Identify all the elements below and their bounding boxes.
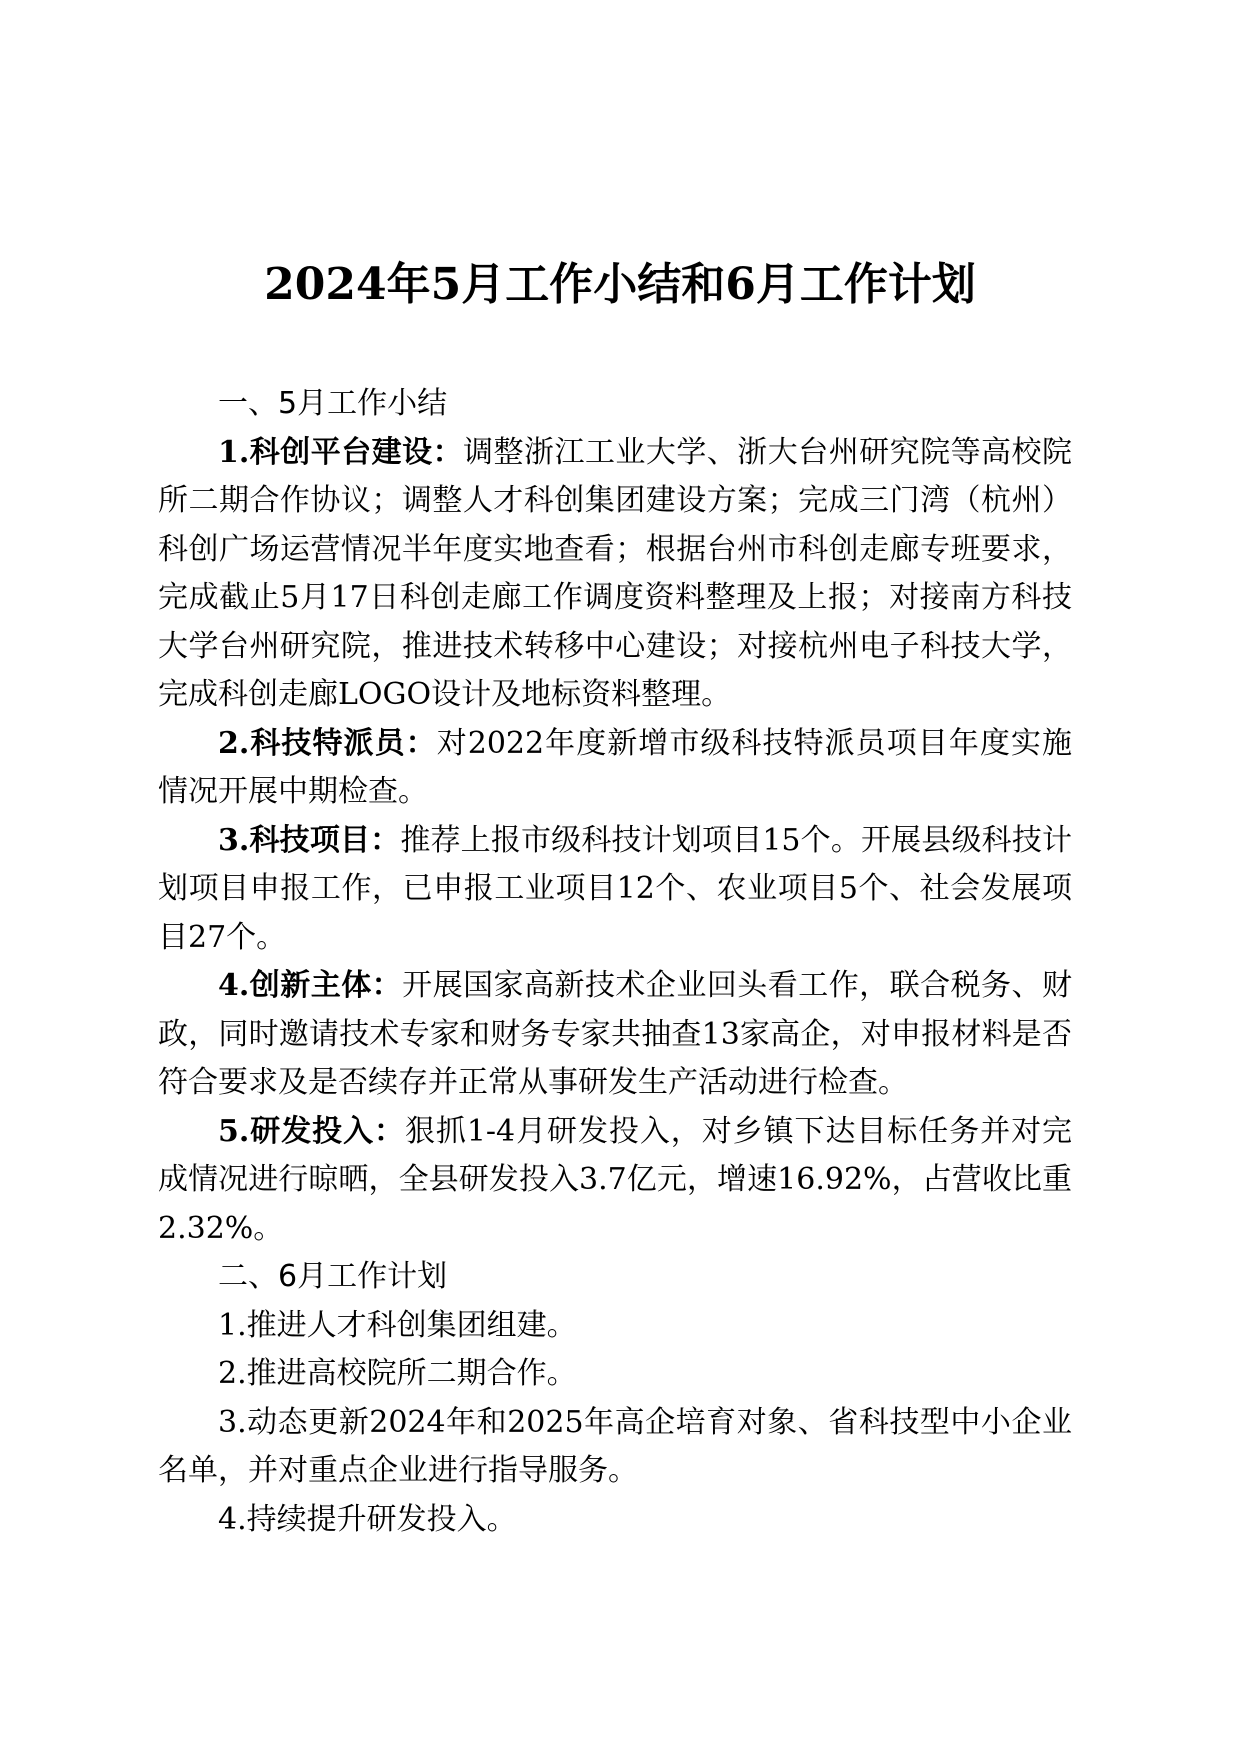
summary-item-4-text: 开展国家高新技术企业回头看工作，联合税务、财政，同时邀请技术专家和财务专家共抽查13家高企，对申报材料是否符合要求及是否续存并正常从事研发生产活动进行检查。 [158, 968, 1072, 1100]
summary-item-2-label: 2.科技特派员： [218, 725, 437, 761]
plan-item-1: 1.推进人才科创集团组建。 [218, 1307, 577, 1343]
plan-item-2: 2.推进高校院所二期合作。 [218, 1356, 577, 1391]
document-title: 2024年5月工作小结和6月工作计划 [264, 259, 976, 310]
summary-item-1 [158, 429, 1072, 720]
section-2-heading: 二、6月工作计划 [218, 1259, 448, 1294]
summary-item-3-text: 推荐上报市级科技计划项目15个。开展县级科技计划项目申报工作，已申报工业项目12个、农业项目5个、社会发展项目27个。 [158, 822, 1072, 955]
summary-item-2 [158, 720, 1072, 817]
section-1-heading: 一、5月工作小结 [218, 386, 448, 421]
summary-item-5-label: 5.研发投入： [218, 1113, 405, 1149]
summary-item-5-text: 狠抓1-4月研发投入，对乡镇下达目标任务并对完成情况进行晾晒，全县研发投入3.7亿元，增速16.92%，占营收比重2.32%。 [158, 1113, 1073, 1246]
summary-item-3 [158, 817, 1072, 963]
summary-item-3-label: 3.科技项目： [218, 822, 401, 858]
summary-item-2-text: 对2022年度新增市级科技特派员项目年度实施情况开展中期检查。 [158, 725, 1072, 809]
summary-item-1-text: 调整浙江工业大学、浙大台州研究院等高校院所二期合作协议；调整人才科创集团建设方案；完成三门湾（杭州）科创广场运营情况半年度实地查看；根据台州市科创走廊专班要求，完成截止5月17日科创走廊工作调度资料整理及上报；对接南方科技大学台州研究院，推进技术转移中心建设；对接杭州电子科技大学，完成科创走廊LOGO设计及地标资料整理。 [158, 434, 1072, 712]
plan-item-4: 4.持续提升研发投入。 [218, 1501, 517, 1537]
document-body [158, 380, 1072, 1544]
plan-item-3: 3.动态更新2024年和2025年高企培育对象、省科技型中小企业名单，并对重点企业进行指导服务。 [158, 1404, 1072, 1488]
summary-item-5 [158, 1108, 1072, 1254]
summary-item-4-label: 4.创新主体： [218, 968, 403, 1003]
summary-item-1-label: 1.科创平台建设： [218, 434, 464, 470]
summary-item-4 [158, 962, 1072, 1108]
